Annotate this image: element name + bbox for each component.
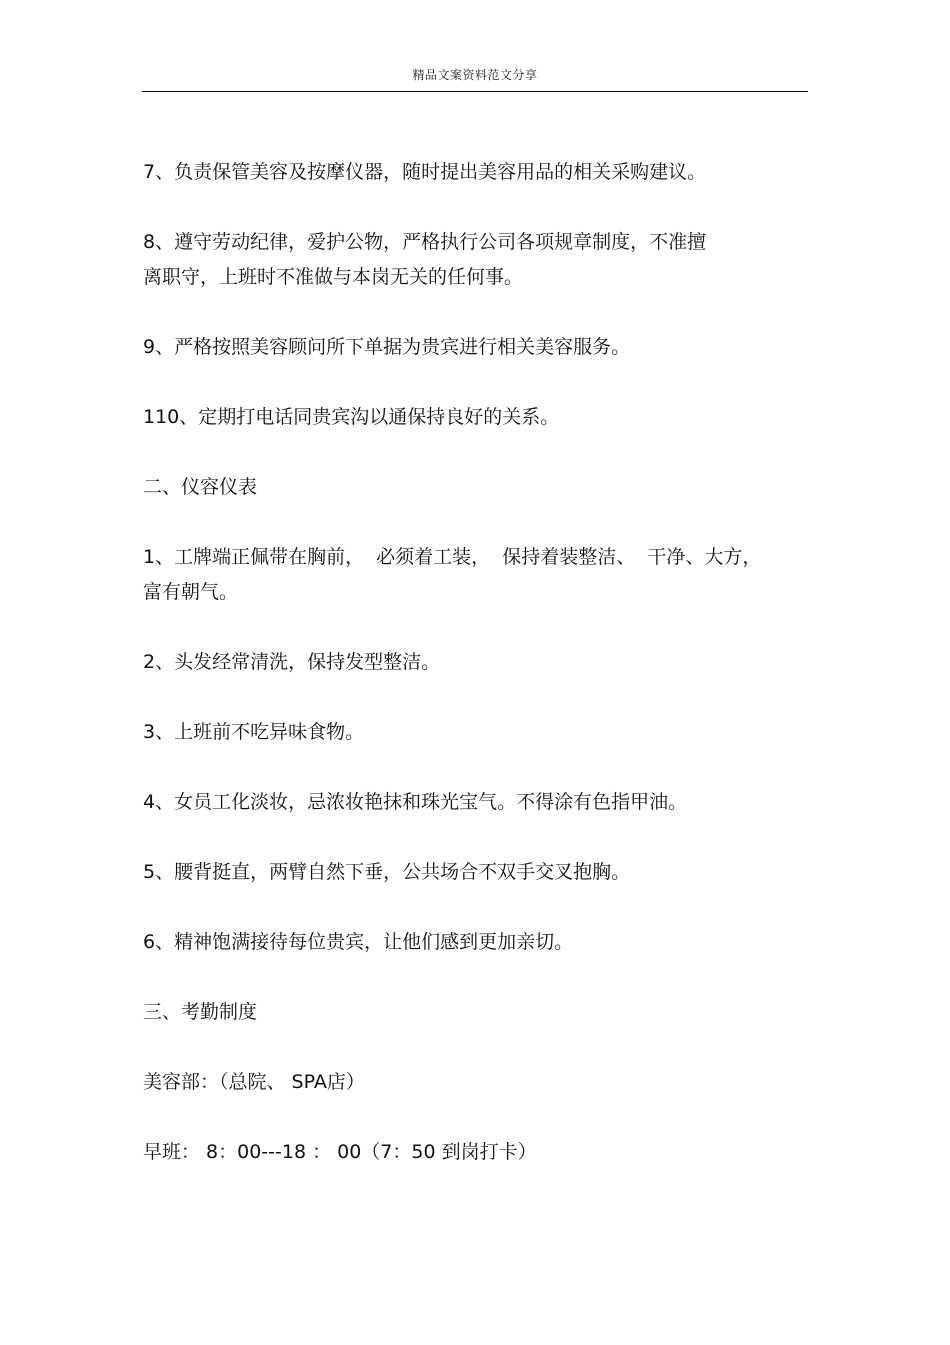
- section-heading: 二、仪容仪表: [143, 476, 258, 498]
- paragraph-item-7: [143, 155, 803, 190]
- appearance-item-4: [143, 785, 803, 820]
- paragraph-item-8: [143, 225, 803, 295]
- appearance-item-5: [143, 855, 803, 890]
- paragraph-line: 2、头发经常清洗，保持发型整洁。: [143, 651, 441, 673]
- paragraph-line: 美容部：（总院、 SPA店）: [143, 1071, 365, 1093]
- page-header: 精品文案资料范文分享: [412, 68, 538, 82]
- appearance-item-2: [143, 645, 803, 680]
- section-heading: 三、考勤制度: [143, 1001, 258, 1023]
- appearance-item-6: [143, 925, 803, 960]
- appearance-item-1: [143, 540, 803, 610]
- document-body: [143, 155, 803, 1205]
- paragraph-line: 7、负责保管美容及按摩仪器，随时提出美容用品的相关采购建议。: [143, 161, 707, 183]
- paragraph-line: 早班： 8：00---18 ： 00（7：50 到岗打卡）: [143, 1141, 537, 1163]
- header-divider: [142, 91, 808, 92]
- appearance-item-3: [143, 715, 803, 750]
- paragraph-line: 8、遵守劳动纪律，爱护公物，严格执行公司各项规章制度，不准擅: [143, 231, 707, 253]
- paragraph-line: 5、腰背挺直，两臂自然下垂，公共场合不双手交叉抱胸。: [143, 861, 631, 883]
- paragraph-line: 富有朝气。: [143, 581, 239, 603]
- department-line: [143, 1065, 803, 1100]
- morning-shift-line: [143, 1135, 803, 1170]
- paragraph-line: 110、定期打电话同贵宾沟以通保持良好的关系。: [143, 406, 560, 428]
- paragraph-line: 9、严格按照美容顾问所下单据为贵宾进行相关美容服务。: [143, 336, 631, 358]
- section-heading-attendance: [143, 995, 803, 1030]
- paragraph-line: 3、上班前不吃异味食物。: [143, 721, 365, 743]
- paragraph-item-9: [143, 330, 803, 365]
- paragraph-line: 6、精神饱满接待每位贵宾，让他们感到更加亲切。: [143, 931, 574, 953]
- section-heading-appearance: [143, 470, 803, 505]
- paragraph-line: 1、工牌端正佩带在胸前， 必须着工装， 保持着装整洁、 干净、大方，: [143, 546, 762, 568]
- paragraph-item-110: [143, 400, 803, 435]
- paragraph-line: 4、女员工化淡妆，忌浓妆艳抹和珠光宝气。不得涂有色指甲油。: [143, 791, 688, 813]
- paragraph-line: 离职守，上班时不准做与本岗无关的任何事。: [143, 266, 524, 288]
